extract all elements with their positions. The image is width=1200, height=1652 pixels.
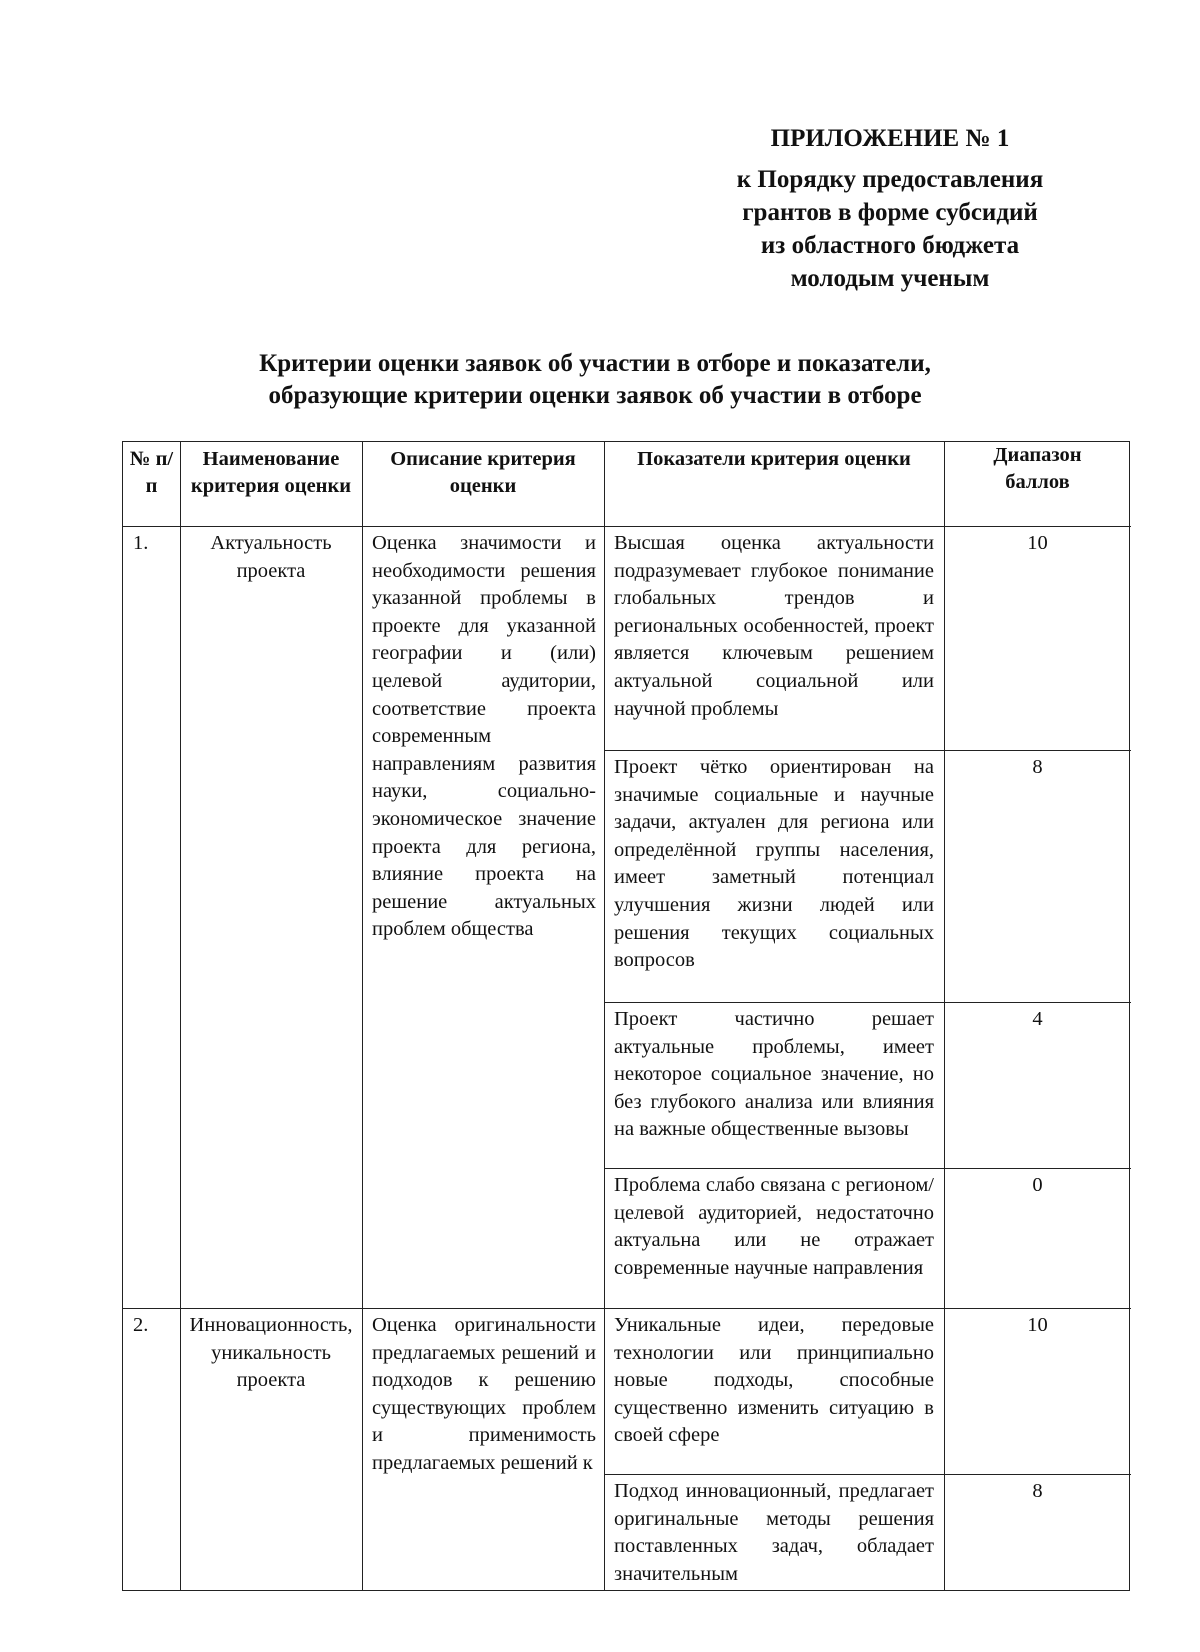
indicator-score: 0 (1032, 1174, 1043, 1196)
table-header-divider (123, 526, 1131, 527)
appendix-line: из областного бюджета (760, 232, 1020, 259)
document-title-line: образующие критерии оценки заявок об участии в отборе (268, 382, 922, 409)
indicator-text: Проект чётко ориентирован на значимые социальные и научные задачи, актуален для региона или определённой группы населения, имеет заметный потенциал улучшения жизни людей или решения текущих социальных вопросов (614, 756, 934, 972)
indicator-text: Проблема слабо связана с регионом/целевой аудиторией, недостаточно актуальна или не отражает современные научные направления (614, 1174, 934, 1279)
criterion-description: Оценка значимости и необходимости решения указанной проблемы в проекте для указанной географии и (или) целевой аудитории, соответствие проекта современным направлениям развития науки, социально-экономическое значение проекта для региона, влияние проекта на решение актуальных проблем общества (372, 532, 596, 941)
appendix-line: к Порядку предоставления (736, 166, 1044, 193)
table-row-divider (604, 1474, 1131, 1475)
header-name: Наименование критерия оценки (190, 448, 352, 497)
indicator-score: 10 (1027, 1314, 1048, 1336)
header-num: № п/п (129, 448, 174, 497)
criterion-name: Актуальность проекта (210, 532, 332, 582)
document-title-line: Критерии оценки заявок об участии в отборе и показатели, (259, 350, 931, 377)
appendix-header (700, 122, 1080, 295)
row-number: 1. (133, 532, 149, 554)
table-row-divider (604, 1002, 1131, 1003)
criterion-name: Инновационность, уникальность проекта (189, 1314, 353, 1392)
table-column-divider (180, 442, 181, 1590)
header-range: Диапазон баллов (993, 444, 1082, 493)
indicator-text: Уникальные идеи, передовые технологии или принципиально новые подходы, способные существенно изменить ситуацию в своей сфере (614, 1314, 934, 1447)
table-row-divider (604, 1168, 1131, 1169)
appendix-line: молодым ученым (790, 265, 990, 292)
header-indicators: Показатели критерия оценки (637, 448, 911, 470)
indicator-score: 10 (1027, 532, 1048, 554)
criteria-table (122, 441, 1130, 1591)
appendix-line: грантов в форме субсидий (742, 199, 1038, 226)
indicator-text: Подход инновационный, предлагает оригинальные методы решения поставленных задач, обладает значительным (614, 1480, 934, 1585)
indicator-text: Проект частично решает актуальные проблемы, имеет некоторое социальное значение, но без глубокого анализа или влияния на важные общественные вызовы (614, 1008, 934, 1141)
table-row-divider (604, 750, 1131, 751)
indicator-score: 8 (1032, 756, 1043, 778)
header-description: Описание критерия оценки (390, 448, 576, 497)
appendix-title: ПРИЛОЖЕНИЕ № 1 (770, 125, 1010, 152)
table-row-divider (123, 1308, 1131, 1309)
document-title (120, 348, 1070, 412)
indicator-score: 4 (1032, 1008, 1043, 1030)
row-number: 2. (133, 1314, 149, 1336)
criterion-description: Оценка оригинальности предлагаемых решений и подходов к решению существующих проблем и применимость предлагаемых решений к (372, 1314, 596, 1474)
indicator-score: 8 (1032, 1480, 1043, 1502)
indicator-text: Высшая оценка актуальности подразумевает глубокое понимание глобальных трендов и региональных особенностей, проект является ключевым решением актуальной социальной или научной проблемы (614, 532, 934, 720)
